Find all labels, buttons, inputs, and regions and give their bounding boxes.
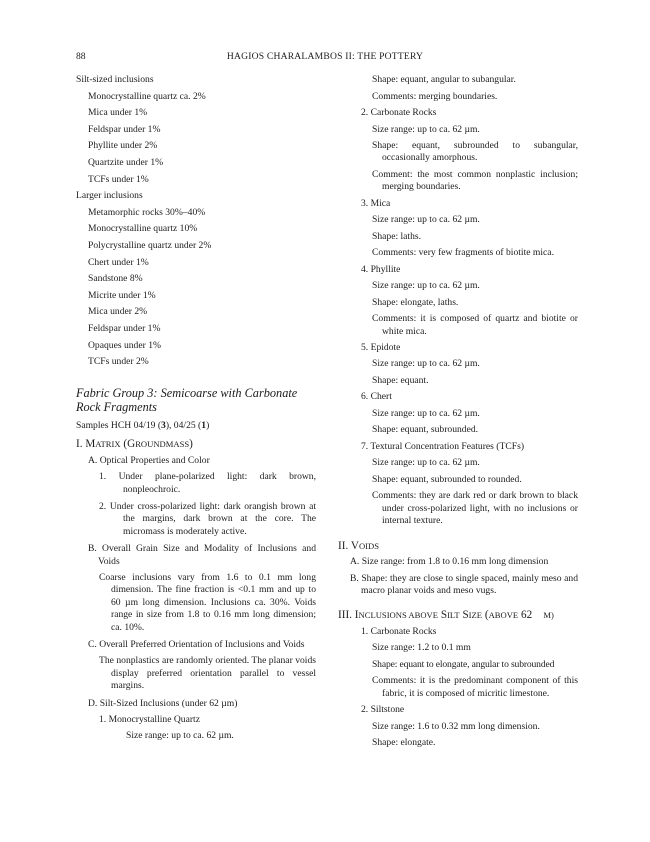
item-detail: Comments: it is composed of quartz and biotite or white mica. (372, 313, 578, 337)
list-item: Quartzite under 1% (88, 156, 164, 168)
list-item: TCFs under 1% (88, 173, 149, 185)
subheading-orientation: C. Overall Preferred Orientation of Inclusions and Voids (88, 638, 305, 650)
silt-heading: Silt-sized inclusions (76, 74, 154, 85)
item-detail: Size range: up to ca. 62 µm. (126, 730, 234, 742)
item-detail: Shape: elongate. (372, 737, 436, 749)
samples-line: Samples HCH 04/19 (3), 04/25 (1) (76, 419, 210, 431)
item-detail: Comment: the most common nonplastic inclusion; merging boundaries. (372, 168, 578, 193)
list-item: Phyllite under 2% (88, 140, 158, 152)
item-heading: 3. Mica (361, 197, 391, 209)
item-detail: Shape: equant to elongate, angular to subrounded (372, 658, 555, 670)
item-detail: Comments: merging boundaries. (372, 90, 498, 102)
larger-heading: Larger inclusions (76, 190, 143, 202)
item-detail: Shape: equant, subrounded to subangular, occasionally amorphous. (372, 140, 578, 164)
section-heading-voids: II. VOIDS (338, 539, 380, 552)
subheading-optical: A. Optical Properties and Color (88, 454, 210, 466)
paragraph: Coarse inclusions vary from 1.6 to 0.1 mm long dimension. The fine fraction is <0.1 mm and up to 60 µm long dimension. Inclusions ca. 30%. Voids range in size from 1.8 to 0.16 mm long dimension; ca. 10%. (99, 571, 316, 633)
item-detail: Size range: 1.2 to 0.1 mm (372, 642, 471, 654)
item-detail: Size range: up to ca. 62 µm. (372, 358, 480, 370)
list-item: Monocrystalline quartz ca. 2% (88, 90, 206, 102)
larger-list (76, 207, 316, 373)
list-item: Mica under 1% (88, 107, 148, 119)
paragraph: 2. Under cross-polarized light: dark orangish brown at the margins, dark brown at the core. The micromass is moderately active. (99, 500, 316, 537)
item-detail: Shape: equant, angular to subangular. (372, 74, 516, 85)
item-heading: 1. Monocrystalline Quartz (99, 714, 200, 725)
item-heading: 6. Chert (361, 391, 392, 403)
item-detail: Shape: equant, subrounded to rounded. (372, 473, 522, 485)
paragraph: 1. Under plane-polarized light: dark brown, nonpleochroic. (99, 471, 316, 495)
item-detail: Comments: they are dark red or dark brown to black under cross-polarized light, with no inclusions or internal texture. (372, 490, 578, 527)
item-detail: Size range: up to ca. 62 µm. (372, 214, 480, 226)
paragraph: A. Size range: from 1.8 to 0.16 mm long dimension (350, 556, 549, 568)
item-detail: Size range: up to ca. 62 µm. (372, 407, 480, 419)
paragraph: The nonplastics are randomly oriented. The planar voids display preferred orientation parallel to vessel margins. (99, 655, 316, 692)
item-heading: 5. Epidote (361, 341, 401, 353)
item-detail: Shape: equant, subrounded. (372, 424, 479, 436)
list-item: Chert under 1% (88, 256, 149, 268)
list-item: Metamorphic rocks 30%–40% (88, 206, 206, 218)
subheading-silt-inclusions: D. Silt-Sized Inclusions (under 62 µm) (88, 697, 238, 709)
silt-list (76, 91, 316, 191)
section-heading-matrix: I. MATRIX (GROUNDMASS) (76, 438, 193, 451)
left-column (76, 74, 316, 743)
list-item: TCFs under 2% (88, 356, 149, 368)
list-item: Feldspar under 1% (88, 322, 161, 334)
list-item: Sandstone 8% (88, 273, 143, 285)
list-item: Feldspar under 1% (88, 123, 161, 135)
right-column (338, 74, 578, 754)
paragraph: B. Shape: they are close to single spaced, mainly meso and macro planar voids and meso vugs. (350, 572, 578, 596)
item-detail: Comments: it is the predominant component of this fabric, it is composed of micritic limestone. (372, 675, 578, 699)
item-detail: Comments: very few fragments of biotite mica. (372, 247, 554, 259)
page-number: 88 (76, 51, 86, 62)
item-heading: 2. Carbonate Rocks (361, 107, 437, 118)
item-heading: 2. Siltstone (361, 704, 405, 716)
fabric-group-title: Fabric Group 3: Semicoarse with Carbonate Rock Fragments (76, 385, 298, 415)
item-detail: Shape: equant. (372, 374, 429, 386)
item-detail: Shape: laths. (372, 230, 422, 242)
item-detail: Shape: elongate, laths. (372, 296, 459, 308)
item-detail: Size range: up to ca. 62 µm. (372, 123, 480, 135)
section-heading-inclusions: III. INCLUSIONS ABOVE SILT SIZE (ABOVE 62 M) (338, 609, 554, 622)
list-item: Monocrystalline quartz 10% (88, 223, 198, 235)
list-item: Polycrystalline quartz under 2% (88, 239, 212, 251)
item-heading: 1. Carbonate Rocks (361, 625, 437, 637)
item-heading: 7. Textural Concentration Features (TCFs) (361, 440, 525, 452)
list-item: Micrite under 1% (88, 289, 156, 301)
item-detail: Size range: up to ca. 62 µm. (372, 457, 480, 469)
subheading-grain-size: B. Overall Grain Size and Modality of Inclusions and Voids (88, 543, 316, 567)
list-item: Mica under 2% (88, 306, 148, 318)
item-detail: Size range: 1.6 to 0.32 mm long dimension. (372, 720, 540, 732)
running-head: HAGIOS CHARALAMBOS II: THE POTTERY (226, 51, 424, 62)
list-item: Opaques under 1% (88, 339, 161, 351)
item-detail: Size range: up to ca. 62 µm. (372, 280, 480, 292)
item-heading: 4. Phyllite (361, 263, 401, 275)
